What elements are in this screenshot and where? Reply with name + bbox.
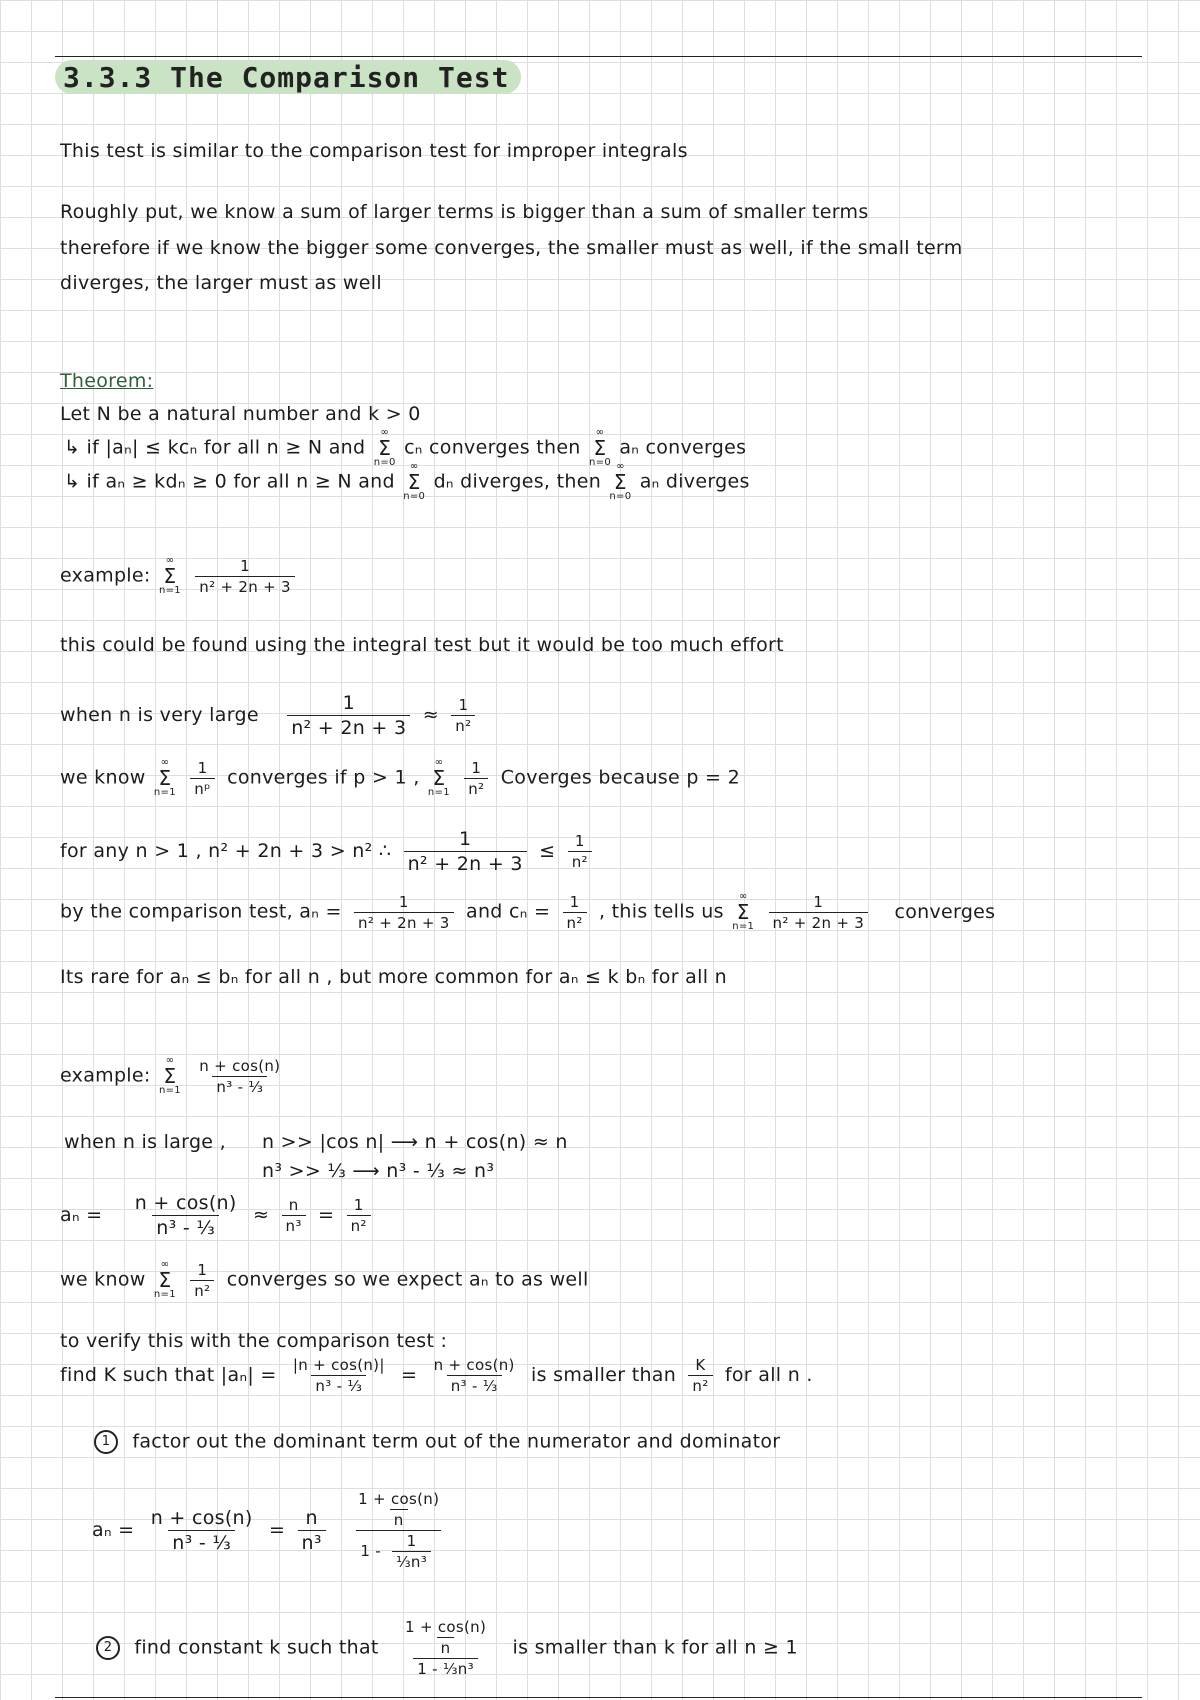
theorem-bullet-2 bbox=[64, 462, 750, 502]
sum-symbol: ∞ Σ n=1 bbox=[158, 555, 181, 596]
fraction: $\frac{1}{\text{n² + 2n + 3}}$ bbox=[404, 828, 527, 875]
fraction: $\frac{1}{\text{n²}}$ bbox=[568, 832, 592, 871]
fraction: $\frac{1 + \cos(n)}{n}$ bbox=[358, 1490, 440, 1529]
fraction: $\frac{1}{\text{⅓n³}}$ bbox=[392, 1532, 431, 1571]
fraction: $\frac{n + \cos(n)}{\text{n³ - ⅓}}$ bbox=[150, 1507, 253, 1554]
step-2: 2 find constant k such that $\frac{\frac{1 + \cos(n)}{n}}{\text{1 - ⅓n³}}$ is smaller than k for all n ≥ 1 bbox=[96, 1618, 798, 1678]
example-1-know: we know ∞ Σ n=1 $\frac{1}{\text{nᵖ}}$ converges if p > 1 , ∞ Σ n=1 $\frac{1}{\text{n²}}$ Coverges because p = 2 bbox=[60, 757, 740, 798]
example-1-large: when n is very large $\frac{1}{\text{n² + 2n + 3}}$ ≈ $\frac{1}{\text{n²}}$ bbox=[60, 692, 481, 739]
sum-symbol: ∞ Σ n=0 bbox=[589, 427, 611, 468]
fraction: $\frac{1}{\text{n² + 2n + 3}}$ bbox=[195, 557, 295, 596]
bullet-1-middle: cₙ converges then bbox=[404, 436, 581, 459]
compound-fraction: $\frac{\frac{1 + \cos(n)}{n}}{\text{1 - ⅓n³}}$ bbox=[391, 1618, 500, 1678]
step-1: 1 factor out the dominant term out of the numerator and dominator bbox=[94, 1430, 780, 1454]
fraction: $\frac{n + \cos(n)}{\text{n³ - ⅓}}$ bbox=[433, 1356, 515, 1395]
fraction: $\frac{1}{\text{n²}}$ bbox=[190, 1261, 214, 1300]
fraction: $\frac{1}{\text{n²}}$ bbox=[347, 1196, 371, 1235]
fraction: $\frac{1}{\text{n²}}$ bbox=[563, 893, 587, 932]
fraction: $\frac{|n + \cos(n)|}{\text{n³ - ⅓}}$ bbox=[292, 1356, 385, 1395]
example-2-large: when n is large , bbox=[64, 1131, 226, 1153]
example-1-any: for any n > 1 , n² + 2n + 3 > n² ∴ $\frac{1}{\text{n² + 2n + 3}}$ ≤ $\frac{1}{\text{n²}}$ bbox=[60, 828, 598, 875]
bullet-2-start: ↳ if aₙ ≥ kdₙ ≥ 0 for all n ≥ N and bbox=[64, 470, 395, 493]
example-2-find-k: find K such that |aₙ| = $\frac{|n + \cos(n)|}{\text{n³ - ⅓}}$ = $\frac{n + \cos(n)}{\text{n³ - ⅓}}$ is smaller than $\frac{K}{\text{n²}}$ for all n . bbox=[60, 1356, 813, 1395]
sum-symbol: ∞ Σ n=0 bbox=[403, 461, 426, 502]
fraction: $\frac{1}{\text{n² + 2n + 3}}$ bbox=[769, 893, 869, 932]
example-2-limit-1: n >> |cos n| ⟶ n + cos(n) ≈ n bbox=[262, 1131, 568, 1153]
fraction: $\frac{K}{\text{n²}}$ bbox=[688, 1356, 712, 1395]
fraction: $\frac{n + \cos(n)}{\text{n³ - ⅓}}$ bbox=[134, 1192, 237, 1239]
example-1-heading bbox=[60, 556, 301, 596]
fraction: $\frac{n}{\text{n³}}$ bbox=[298, 1507, 326, 1554]
sum-symbol: ∞ Σ n=0 bbox=[373, 427, 396, 468]
bullet-1-start: ↳ if |aₙ| ≤ kcₙ for all n ≥ N and bbox=[64, 436, 366, 459]
fraction: $\frac{1}{\text{n²}}$ bbox=[464, 759, 488, 798]
step-number-circle: 2 bbox=[96, 1636, 120, 1660]
bullet-1-end: aₙ converges bbox=[619, 436, 747, 459]
sum-symbol: ∞ Σ n=1 bbox=[158, 1055, 181, 1096]
example-2-heading bbox=[60, 1056, 290, 1096]
example-2-limit-2: n³ >> ⅓ ⟶ n³ - ⅓ ≈ n³ bbox=[262, 1160, 495, 1182]
title-highlight bbox=[55, 60, 521, 94]
sum-symbol: ∞ Σ n=0 bbox=[609, 461, 632, 502]
fraction: $\frac{1}{\text{n²}}$ bbox=[451, 696, 475, 735]
example-label: example: bbox=[60, 1064, 151, 1087]
fraction: $\frac{1}{\text{nᵖ}}$ bbox=[190, 759, 215, 798]
theorem-heading: Theorem: bbox=[60, 370, 154, 392]
example-1-rare: Its rare for aₙ ≤ bₙ for all n , but more common for aₙ ≤ k bₙ for all n bbox=[60, 966, 727, 988]
fraction: $\frac{1}{\text{n² + 2n + 3}}$ bbox=[354, 893, 454, 932]
sum-symbol: ∞ Σ n=1 bbox=[732, 891, 755, 932]
paragraph-line-1: Roughly put, we know a sum of larger terms is bigger than a sum of smaller terms bbox=[60, 201, 869, 223]
intro-line: This test is similar to the comparison test for improper integrals bbox=[60, 140, 688, 162]
example-2-know: we know ∞ Σ n=1 $\frac{1}{\text{n²}}$ converges so we expect aₙ to as well bbox=[60, 1259, 589, 1300]
page-title: 3.3.3 The Comparison Test bbox=[63, 60, 510, 94]
example-2-verify: to verify this with the comparison test : bbox=[60, 1330, 448, 1352]
paragraph-line-2: therefore if we know the bigger some converges, the smaller must as well, if the small term bbox=[60, 237, 963, 259]
fraction: $\frac{1}{\text{n² + 2n + 3}}$ bbox=[287, 692, 410, 739]
fraction: $\frac{n}{\text{n³}}$ bbox=[282, 1196, 306, 1235]
paragraph-line-3: diverges, the larger must as well bbox=[60, 272, 382, 294]
sum-symbol: ∞ Σ n=1 bbox=[427, 757, 450, 798]
bullet-2-end: aₙ diverges bbox=[639, 470, 750, 493]
example-1-effort: this could be found using the integral test but it would be too much effort bbox=[60, 634, 784, 656]
step-1-derivation: aₙ = $\frac{n + \cos(n)}{\text{n³ - ⅓}}$ = $\frac{n}{\text{n³}}$ $\frac{1 + \cos(n)}{n}$ 1 - $\frac{1}{\text{⅓n³}}$ bbox=[92, 1490, 459, 1571]
fraction: $\frac{n + \cos(n)}{\text{n³ - ⅓}}$ bbox=[199, 1056, 281, 1096]
bottom-rule bbox=[55, 1697, 1142, 1698]
example-label: example: bbox=[60, 564, 151, 587]
example-1-comparison: by the comparison test, aₙ = $\frac{1}{\text{n² + 2n + 3}}$ and cₙ = $\frac{1}{\text{n²}}$ , this tells us ∞ Σ n=1 $\frac{1}{\text{n² + 2n + 3}}$ converges bbox=[60, 891, 996, 932]
sum-symbol: ∞ Σ n=1 bbox=[153, 1259, 176, 1300]
compound-fraction: $\frac{1 + \cos(n)}{n}$ 1 - $\frac{1}{\text{⅓n³}}$ bbox=[344, 1490, 453, 1571]
step-number-circle: 1 bbox=[94, 1430, 118, 1454]
sum-symbol: ∞ Σ n=1 bbox=[153, 757, 176, 798]
bullet-2-middle: dₙ diverges, then bbox=[433, 470, 602, 493]
theorem-let: Let N be a natural number and k > 0 bbox=[60, 403, 421, 425]
fraction: $\frac{1 + \cos(n)}{n}$ bbox=[405, 1618, 487, 1657]
top-rule bbox=[55, 56, 1142, 57]
example-2-an: aₙ = $\frac{n + \cos(n)}{\text{n³ - ⅓}}$ ≈ $\frac{n}{\text{n³}}$ = $\frac{1}{\text{n²}}$ bbox=[60, 1192, 377, 1239]
